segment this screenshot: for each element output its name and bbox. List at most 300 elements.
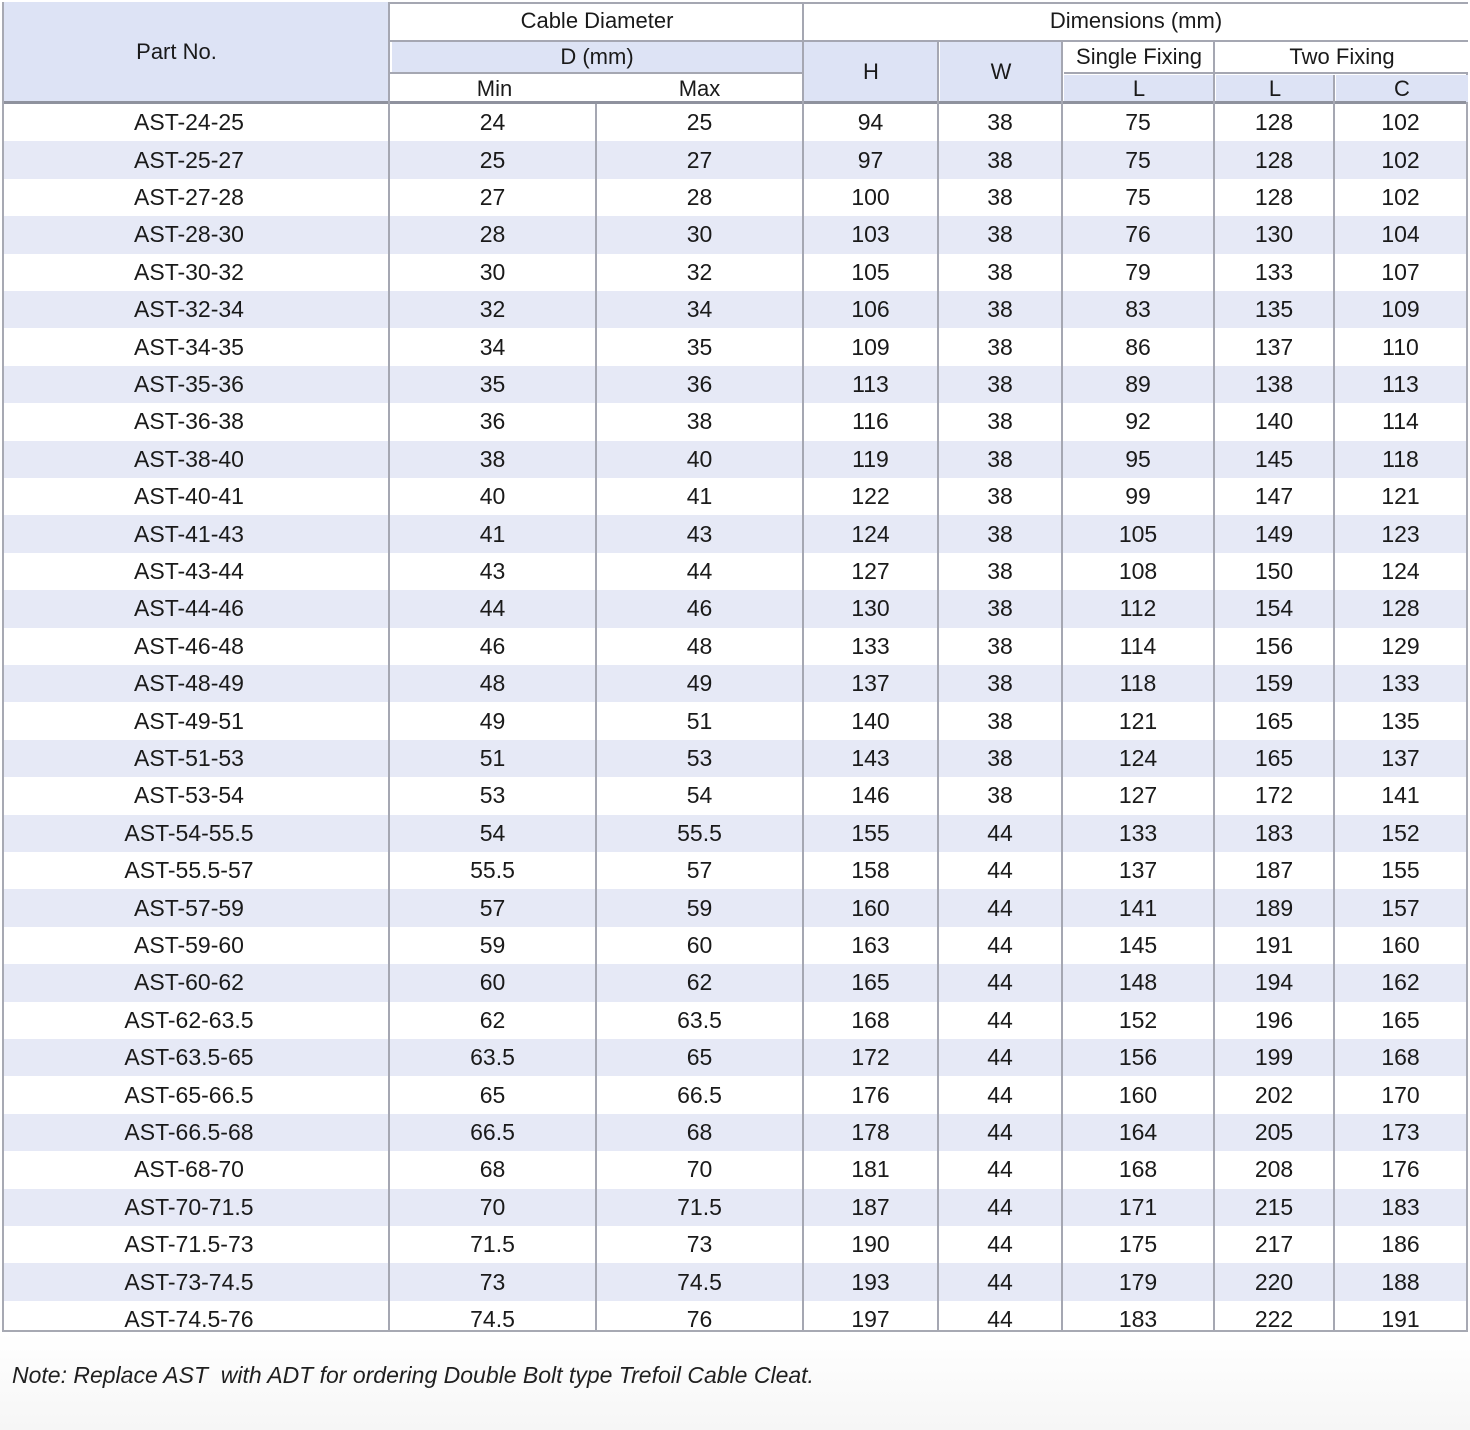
cell-max: 27	[686, 146, 713, 173]
cell-max: 44	[686, 557, 713, 584]
cell-part-no: AST-51-53	[134, 744, 244, 771]
cell-h: 140	[851, 707, 890, 734]
table-row	[4, 590, 1466, 627]
cell-max: 57	[686, 857, 713, 884]
cell-h: 172	[851, 1044, 890, 1071]
cell-w: 38	[987, 445, 1013, 472]
cell-two-l: 159	[1254, 670, 1294, 697]
cell-min: 60	[479, 969, 506, 996]
col-rule-w	[1061, 42, 1063, 1330]
cell-part-no: AST-49-51	[134, 707, 244, 734]
cell-min: 73	[479, 1268, 506, 1295]
cell-single-l: 99	[1125, 483, 1151, 510]
header-min-label: Min	[476, 75, 513, 101]
table-row	[4, 1189, 1466, 1226]
cell-two-l: 215	[1254, 1193, 1294, 1220]
cell-min: 46	[479, 632, 506, 659]
cell-w: 44	[987, 1193, 1013, 1220]
cell-h: 143	[851, 744, 890, 771]
header-dimensions	[804, 2, 1468, 40]
cell-single-l: 121	[1118, 707, 1158, 734]
cell-single-l: 145	[1118, 931, 1158, 958]
cell-h: 193	[851, 1268, 890, 1295]
cell-h: 181	[851, 1156, 890, 1183]
cell-h: 105	[851, 258, 890, 285]
cell-c: 124	[1381, 557, 1420, 584]
header-single-l-label: L	[1132, 75, 1146, 101]
cell-single-l: 83	[1125, 296, 1151, 323]
header-single-fixing	[1064, 42, 1214, 72]
cell-part-no: AST-44-46	[134, 595, 244, 622]
cell-h: 178	[851, 1118, 890, 1145]
cell-two-l: 205	[1254, 1118, 1294, 1145]
cell-c: 114	[1382, 408, 1419, 435]
cell-w: 44	[987, 857, 1013, 884]
cell-min: 44	[479, 595, 506, 622]
cell-c: 135	[1381, 707, 1420, 734]
rule-under-d-mm	[390, 72, 802, 74]
cell-two-l: 130	[1254, 221, 1294, 248]
header-d-mm-label: D (mm)	[560, 44, 634, 69]
table-row	[4, 179, 1466, 216]
cell-min: 28	[479, 221, 506, 248]
cell-w: 44	[987, 1118, 1013, 1145]
cell-single-l: 118	[1119, 670, 1157, 697]
cell-min: 32	[479, 296, 506, 323]
header-w	[940, 42, 1062, 102]
header-part-no	[4, 2, 389, 102]
cell-max: 40	[686, 445, 713, 472]
cell-h: 158	[851, 857, 890, 884]
cell-w: 38	[987, 408, 1013, 435]
cell-two-l: 140	[1254, 408, 1294, 435]
cell-c: 168	[1381, 1044, 1420, 1071]
cell-min: 51	[479, 744, 506, 771]
cell-two-l: 133	[1254, 258, 1294, 285]
cell-part-no: AST-65-66.5	[124, 1081, 254, 1108]
cell-w: 38	[987, 296, 1013, 323]
cell-max: 46	[686, 595, 713, 622]
header-two-fixing	[1216, 42, 1468, 72]
cell-h: 197	[851, 1305, 890, 1332]
table-row	[4, 1114, 1466, 1151]
table-row	[4, 740, 1466, 777]
table-row	[4, 889, 1466, 926]
cell-part-no: AST-59-60	[134, 931, 244, 958]
cell-max: 60	[686, 931, 713, 958]
cell-c: 155	[1381, 857, 1420, 884]
cell-w: 38	[987, 109, 1013, 136]
cell-c: 160	[1381, 931, 1420, 958]
cell-single-l: 179	[1118, 1268, 1158, 1295]
cell-single-l: 152	[1118, 1006, 1158, 1033]
cell-min: 49	[479, 707, 506, 734]
cell-single-l: 112	[1119, 595, 1157, 622]
cell-h: 137	[851, 670, 890, 697]
cell-part-no: AST-28-30	[134, 221, 244, 248]
cell-min: 63.5	[470, 1044, 515, 1071]
cell-two-l: 150	[1254, 557, 1294, 584]
cell-single-l: 124	[1118, 744, 1158, 771]
cell-max: 34	[686, 296, 713, 323]
cell-w: 44	[987, 1305, 1013, 1332]
cell-min: 54	[479, 819, 506, 846]
cell-min: 53	[479, 782, 506, 809]
cell-c: 109	[1381, 296, 1420, 323]
cell-single-l: 108	[1118, 557, 1158, 584]
header-min	[392, 75, 597, 102]
cell-min: 41	[479, 520, 506, 547]
table-row	[4, 553, 1466, 590]
cell-w: 44	[987, 1268, 1013, 1295]
cell-max: 48	[686, 632, 713, 659]
cell-w: 38	[987, 370, 1013, 397]
cell-two-l: 183	[1254, 819, 1294, 846]
cell-min: 34	[479, 333, 506, 360]
cell-h: 103	[851, 221, 890, 248]
cell-min: 74.5	[470, 1305, 515, 1332]
cell-single-l: 171	[1118, 1193, 1158, 1220]
cell-single-l: 89	[1125, 370, 1151, 397]
cell-min: 25	[479, 146, 506, 173]
cell-part-no: AST-43-44	[134, 557, 244, 584]
cell-part-no: AST-73-74.5	[124, 1268, 254, 1295]
cell-w: 44	[987, 894, 1013, 921]
cell-min: 30	[479, 258, 506, 285]
cell-max: 73	[686, 1231, 713, 1258]
cell-single-l: 148	[1118, 969, 1158, 996]
cell-h: 106	[851, 296, 890, 323]
cell-c: 170	[1381, 1081, 1420, 1108]
cell-two-l: 220	[1254, 1268, 1294, 1295]
cell-w: 38	[987, 557, 1013, 584]
cell-two-l: 196	[1254, 1006, 1294, 1033]
cell-w: 38	[987, 483, 1013, 510]
table-row	[4, 1002, 1466, 1039]
cell-single-l: 75	[1125, 183, 1151, 210]
cell-min: 48	[479, 670, 506, 697]
cell-two-l: 208	[1254, 1156, 1294, 1183]
cell-single-l: 160	[1118, 1081, 1158, 1108]
cell-part-no: AST-38-40	[134, 445, 244, 472]
cell-c: 102	[1381, 146, 1420, 173]
table-row	[4, 628, 1466, 665]
header-h	[804, 42, 938, 102]
cell-h: 127	[851, 557, 890, 584]
table-row	[4, 515, 1466, 552]
cell-c: 183	[1381, 1193, 1420, 1220]
cell-h: 130	[851, 595, 890, 622]
cell-two-l: 172	[1254, 782, 1294, 809]
cell-h: 109	[851, 333, 890, 360]
table-row	[4, 815, 1466, 852]
table-row	[4, 328, 1466, 365]
cell-w: 38	[987, 632, 1013, 659]
table-row	[4, 964, 1466, 1001]
table-row	[4, 478, 1466, 515]
table-row	[4, 1151, 1466, 1188]
col-rule-single	[1213, 42, 1215, 1330]
header-h-label: H	[863, 59, 879, 84]
cell-single-l: 76	[1125, 221, 1151, 248]
rule-under-cable-diameter	[390, 40, 1468, 42]
cell-two-l: 135	[1254, 296, 1294, 323]
cell-single-l: 175	[1118, 1231, 1158, 1258]
cell-max: 35	[686, 333, 713, 360]
cell-max: 59	[686, 894, 713, 921]
cell-c: 129	[1381, 632, 1420, 659]
cell-part-no: AST-27-28	[134, 183, 244, 210]
cell-min: 40	[479, 483, 506, 510]
cell-w: 44	[987, 819, 1013, 846]
cell-max: 65	[686, 1044, 713, 1071]
cell-max: 41	[686, 483, 713, 510]
header-two-l	[1216, 75, 1334, 102]
table-row	[4, 141, 1466, 178]
cell-single-l: 79	[1125, 258, 1151, 285]
cell-h: 122	[851, 483, 890, 510]
cell-two-l: 147	[1254, 483, 1294, 510]
cell-min: 55.5	[470, 857, 515, 884]
col-rule-two-l	[1333, 75, 1335, 1330]
table-row	[4, 441, 1466, 478]
cell-c: 191	[1381, 1305, 1420, 1332]
cell-max: 36	[686, 370, 713, 397]
cell-part-no: AST-70-71.5	[124, 1193, 254, 1220]
cell-part-no: AST-62-63.5	[124, 1006, 254, 1033]
cell-min: 66.5	[470, 1118, 515, 1145]
cell-two-l: 217	[1254, 1231, 1294, 1258]
rule-under-fixing	[1064, 72, 1468, 74]
cell-min: 35	[479, 370, 506, 397]
cell-w: 44	[987, 1006, 1013, 1033]
col-rule-min	[595, 104, 597, 1330]
table-row	[4, 104, 1466, 141]
table-row	[4, 777, 1466, 814]
cell-min: 59	[479, 931, 506, 958]
cell-two-l: 222	[1254, 1305, 1294, 1332]
cell-part-no: AST-34-35	[134, 333, 244, 360]
table-row	[4, 291, 1466, 328]
header-c-label: C	[1394, 75, 1410, 101]
cell-single-l: 92	[1125, 408, 1151, 435]
cell-w: 38	[987, 707, 1013, 734]
cell-max: 71.5	[677, 1193, 722, 1220]
cell-two-l: 187	[1254, 857, 1294, 884]
cell-part-no: AST-40-41	[134, 483, 244, 510]
cell-two-l: 156	[1254, 632, 1294, 659]
cell-h: 94	[857, 109, 884, 136]
cell-max: 74.5	[677, 1268, 722, 1295]
col-rule-part	[388, 2, 390, 1330]
cell-two-l: 165	[1254, 744, 1294, 771]
cell-two-l: 191	[1254, 931, 1294, 958]
header-max	[597, 75, 802, 102]
cell-max: 62	[686, 969, 713, 996]
cell-single-l: 86	[1125, 333, 1151, 360]
cell-w: 44	[987, 931, 1013, 958]
cell-min: 27	[479, 183, 506, 210]
header-d-mm	[392, 42, 802, 72]
cell-w: 44	[987, 1231, 1013, 1258]
cell-part-no: AST-32-34	[134, 296, 244, 323]
cell-max: 53	[686, 744, 713, 771]
cell-h: 133	[851, 632, 890, 659]
cell-c: 102	[1381, 109, 1420, 136]
table-row	[4, 403, 1466, 440]
cell-h: 116	[852, 408, 889, 435]
cell-h: 100	[851, 183, 890, 210]
cell-part-no: AST-63.5-65	[124, 1044, 254, 1071]
header-max-label: Max	[678, 75, 721, 101]
cell-c: 176	[1381, 1156, 1420, 1183]
cell-c: 162	[1381, 969, 1420, 996]
cell-max: 30	[686, 221, 713, 248]
cell-c: 121	[1381, 483, 1420, 510]
cell-part-no: AST-71.5-73	[124, 1231, 254, 1258]
cell-c: 141	[1381, 782, 1420, 809]
cell-w: 44	[987, 1081, 1013, 1108]
cell-h: 190	[851, 1231, 890, 1258]
cell-max: 43	[686, 520, 713, 547]
cell-two-l: 202	[1254, 1081, 1294, 1108]
cell-part-no: AST-55.5-57	[124, 857, 254, 884]
cell-min: 65	[479, 1081, 506, 1108]
cell-single-l: 105	[1118, 520, 1158, 547]
cell-part-no: AST-57-59	[134, 894, 244, 921]
table-row	[4, 702, 1466, 739]
table-row	[4, 852, 1466, 889]
cell-two-l: 128	[1254, 146, 1294, 173]
cell-h: 124	[851, 520, 890, 547]
cell-c: 165	[1381, 1006, 1420, 1033]
rule-top-cable	[390, 2, 802, 4]
table-row	[4, 665, 1466, 702]
cell-max: 66.5	[677, 1081, 722, 1108]
cell-c: 128	[1381, 595, 1420, 622]
cell-min: 43	[479, 557, 506, 584]
cell-c: 110	[1382, 333, 1419, 360]
cell-part-no: AST-24-25	[134, 109, 244, 136]
cell-c: 104	[1381, 221, 1420, 248]
cell-part-no: AST-48-49	[134, 670, 244, 697]
cell-w: 38	[987, 258, 1013, 285]
cell-two-l: 137	[1254, 333, 1294, 360]
cell-max: 38	[686, 408, 713, 435]
cell-w: 38	[987, 333, 1013, 360]
col-rule-max	[802, 2, 804, 1330]
cell-max: 28	[686, 183, 713, 210]
cell-part-no: AST-25-27	[134, 146, 244, 173]
cell-max: 49	[686, 670, 713, 697]
cell-w: 44	[987, 1156, 1013, 1183]
cell-h: 113	[852, 370, 889, 397]
cell-h: 176	[851, 1081, 890, 1108]
cell-c: 186	[1381, 1231, 1420, 1258]
cell-part-no: AST-36-38	[134, 408, 244, 435]
header-w-label: W	[990, 59, 1012, 84]
cell-single-l: 95	[1125, 445, 1151, 472]
cell-two-l: 165	[1254, 707, 1294, 734]
cell-c: 188	[1381, 1268, 1420, 1295]
header-cable-diameter-label: Cable Diameter	[520, 8, 674, 33]
cell-w: 38	[987, 782, 1013, 809]
cell-single-l: 114	[1119, 632, 1157, 659]
cell-single-l: 137	[1118, 857, 1158, 884]
cell-max: 54	[686, 782, 713, 809]
table-row	[4, 1263, 1466, 1300]
cell-w: 38	[987, 183, 1013, 210]
table-row	[4, 1039, 1466, 1076]
cell-single-l: 133	[1118, 819, 1158, 846]
cell-part-no: AST-60-62	[134, 969, 244, 996]
cell-min: 57	[479, 894, 506, 921]
cell-single-l: 156	[1118, 1044, 1158, 1071]
cable-cleat-table	[2, 2, 1468, 1332]
cell-w: 38	[987, 744, 1013, 771]
cell-min: 71.5	[470, 1231, 515, 1258]
cell-c: 137	[1381, 744, 1420, 771]
cell-h: 160	[851, 894, 890, 921]
header-part-no-label: Part No.	[136, 39, 217, 64]
header-two-l-label: L	[1268, 75, 1282, 101]
cell-c: 123	[1381, 520, 1420, 547]
cell-two-l: 149	[1254, 520, 1294, 547]
header-dimensions-label: Dimensions (mm)	[1049, 8, 1223, 33]
cell-two-l: 128	[1254, 183, 1294, 210]
cell-min: 70	[479, 1193, 506, 1220]
cell-c: 133	[1381, 670, 1420, 697]
cell-two-l: 145	[1254, 445, 1294, 472]
cell-part-no: AST-74.5-76	[124, 1305, 254, 1332]
cell-h: 146	[851, 782, 890, 809]
header-single-l	[1064, 75, 1214, 102]
cell-single-l: 168	[1118, 1156, 1158, 1183]
cell-two-l: 154	[1254, 595, 1294, 622]
cell-min: 38	[479, 445, 506, 472]
cell-part-no: AST-35-36	[134, 370, 244, 397]
cell-single-l: 75	[1125, 146, 1151, 173]
cell-two-l: 194	[1254, 969, 1294, 996]
cell-part-no: AST-68-70	[134, 1156, 244, 1183]
table-row	[4, 254, 1466, 291]
cell-single-l: 75	[1125, 109, 1151, 136]
cell-c: 157	[1381, 894, 1420, 921]
cell-w: 38	[987, 595, 1013, 622]
cell-part-no: AST-53-54	[134, 782, 244, 809]
cell-h: 187	[851, 1193, 890, 1220]
cell-single-l: 183	[1118, 1305, 1158, 1332]
cell-max: 25	[686, 109, 713, 136]
table-row	[4, 216, 1466, 253]
table-row	[4, 366, 1466, 403]
cell-h: 168	[851, 1006, 890, 1033]
cell-c: 113	[1382, 370, 1419, 397]
cell-h: 119	[852, 445, 889, 472]
cell-max: 51	[686, 707, 713, 734]
cell-h: 163	[851, 931, 890, 958]
cell-max: 76	[686, 1305, 713, 1332]
cell-c: 102	[1381, 183, 1420, 210]
ordering-note: Note: Replace AST with ADT for ordering Double Bolt type Trefoil Cable Cleat.	[12, 1362, 814, 1388]
cell-h: 165	[851, 969, 890, 996]
cell-part-no: AST-41-43	[134, 520, 244, 547]
cell-w: 44	[987, 969, 1013, 996]
cell-w: 44	[987, 1044, 1013, 1071]
rule-top-dims	[804, 2, 1468, 4]
cell-max: 32	[686, 258, 713, 285]
table-row	[4, 1076, 1466, 1113]
